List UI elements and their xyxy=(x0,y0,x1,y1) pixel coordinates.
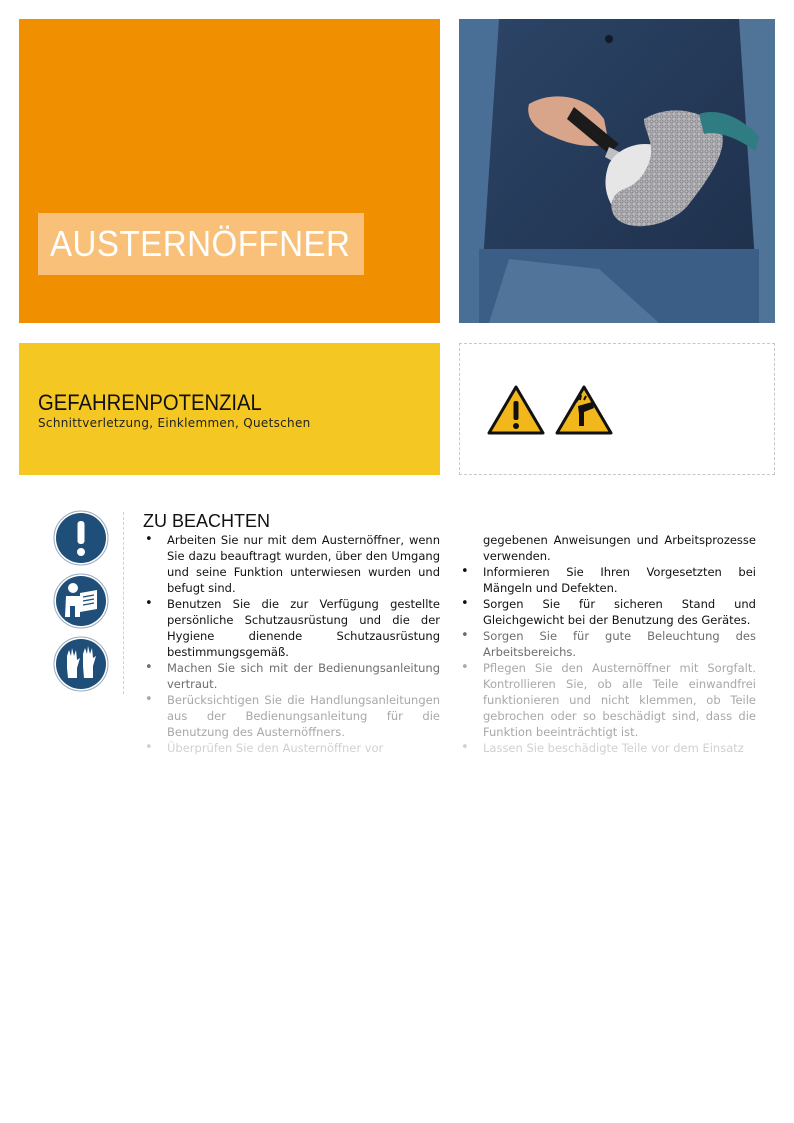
notes-right-column xyxy=(459,532,756,756)
list-item: • Arbeiten Sie nur mit dem Austernöffner, wenn Sie dazu beauftragt wurden, über den Umgang und seine Funktion unterwiesen wurden und befugt sind. xyxy=(167,532,440,596)
column-divider xyxy=(123,512,124,694)
hero-photo xyxy=(459,19,775,323)
hazard-panel xyxy=(19,343,440,475)
mandatory-icons xyxy=(53,510,111,695)
list-item: • Sorgen Sie für sicheren Stand und Gleichgewicht bei der Benutzung des Gerätes. xyxy=(483,596,756,628)
warning-signs-panel xyxy=(459,343,775,475)
list-item: • Überprüfen Sie den Austernöffner vor xyxy=(167,740,440,756)
read-manual-icon xyxy=(53,573,109,629)
hazard-title: GEFAHRENPOTENZIAL xyxy=(38,390,262,415)
list-item: • Lassen Sie beschädigte Teile vor dem Einsatz xyxy=(483,740,756,756)
list-item: • Pflegen Sie den Austernöffner mit Sorgfalt. Kontrollieren Sie, ob alle Teile einwandfrei funktionieren und nicht klemmen, ob Teile gebrochen oder so beschädigt sind, dass die Funktion beeinträchtigt ist. xyxy=(483,660,756,740)
list-item: • Benutzen Sie die zur Verfügung gestellte persönliche Schutzausrüstung und die der Hygiene dienende Schutzausrüstung bestimmungsgemäß. xyxy=(167,596,440,660)
list-item: • Sorgen Sie für gute Beleuchtung des Arbeitsbereichs. xyxy=(483,628,756,660)
hazard-subtitle: Schnittverletzung, Einklemmen, Quetschen xyxy=(38,416,311,430)
list-item: • Machen Sie sich mit der Bedienungsanleitung vertraut. xyxy=(167,660,440,692)
general-warning-icon xyxy=(486,384,546,436)
title-label-box xyxy=(38,213,364,275)
list-item: • Berücksichtigen Sie die Handlungsanleitungen aus der Bedienungsanleitung für die Benutzung des Austernöffners. xyxy=(167,692,440,740)
general-mandatory-icon xyxy=(53,510,109,566)
oyster-opener-photo xyxy=(459,19,775,323)
list-item-continued: gegebenen Anweisungen und Arbeitsprozesse verwenden. xyxy=(483,533,756,563)
hand-injury-warning-icon xyxy=(554,384,614,436)
wear-gloves-icon xyxy=(53,636,109,692)
list-item: • Informieren Sie Ihren Vorgesetzten bei Mängeln und Defekten. xyxy=(483,564,756,596)
page-title: AUSTERNÖFFNER xyxy=(50,223,351,264)
notes-left-column xyxy=(143,532,440,756)
notes-title: ZU BEACHTEN xyxy=(143,511,271,531)
title-panel xyxy=(19,19,440,323)
